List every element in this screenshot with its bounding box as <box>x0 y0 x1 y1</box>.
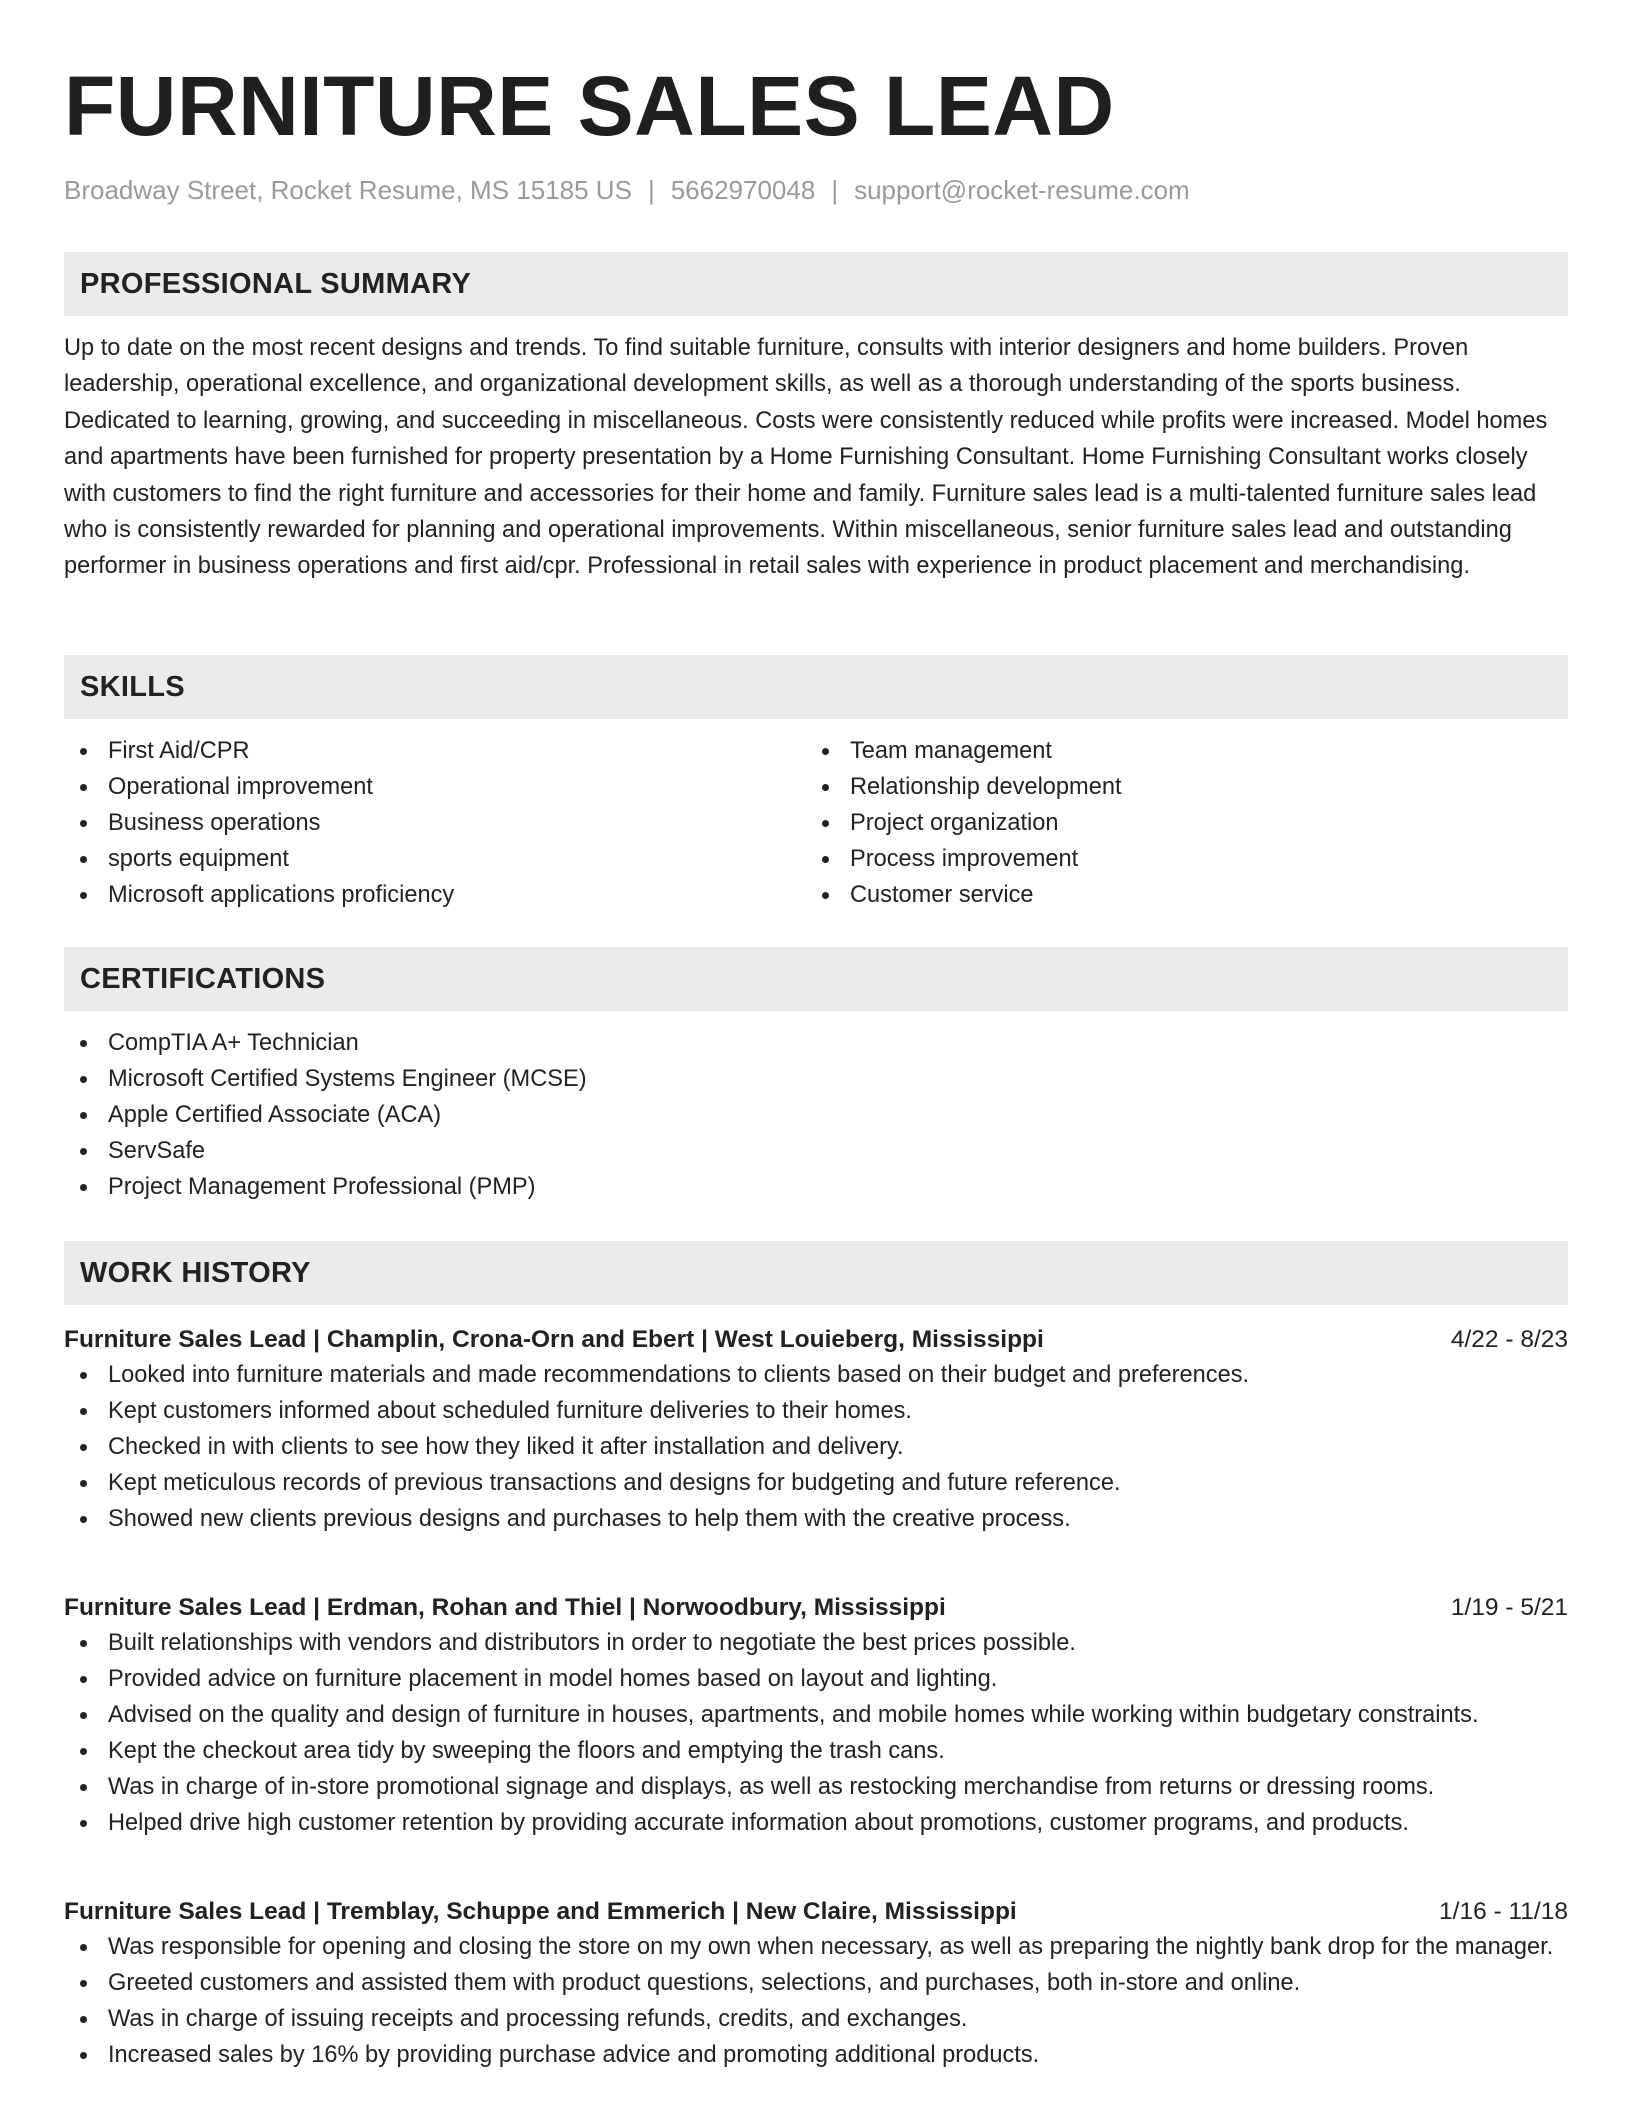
job-bullet: Checked in with clients to see how they liked it after installation and delivery. <box>64 1429 1568 1465</box>
job-dates: 4/22 - 8/23 <box>1450 1326 1568 1353</box>
skills-section <box>64 655 1568 913</box>
skill-item: sports equipment <box>64 841 806 877</box>
job-title-line: Furniture Sales Lead | Tremblay, Schuppe and Emmerich | New Claire, Mississippi <box>64 1898 1017 1925</box>
certification-item: Microsoft Certified Systems Engineer (MCSE) <box>64 1061 1568 1097</box>
summary-heading: PROFESSIONAL SUMMARY <box>64 252 1568 316</box>
job-bullet: Increased sales by 16% by providing purchase advice and promoting additional products. <box>64 2037 1568 2073</box>
job-bullet: Helped drive high customer retention by providing accurate information about promotions, customer programs, and products. <box>64 1805 1568 1841</box>
job-entry <box>64 1895 1568 2073</box>
certifications-heading: CERTIFICATIONS <box>64 947 1568 1011</box>
job-bullets <box>64 1625 1568 1841</box>
skills-list-left <box>64 733 806 913</box>
skill-item: Relationship development <box>806 769 1548 805</box>
skill-item: Project organization <box>806 805 1548 841</box>
job-dates: 1/19 - 5/21 <box>1450 1594 1568 1621</box>
work-history-heading: WORK HISTORY <box>64 1241 1568 1305</box>
job-bullets <box>64 1929 1568 2073</box>
job-bullet: Was responsible for opening and closing the store on my own when necessary, as well as preparing the nightly bank drop for the manager. <box>64 1929 1568 1965</box>
job-header <box>64 1895 1568 1929</box>
job-bullet: Greeted customers and assisted them with product questions, selections, and purchases, both in-store and online. <box>64 1965 1568 2001</box>
job-bullet: Kept meticulous records of previous transactions and designs for budgeting and future reference. <box>64 1465 1568 1501</box>
resume-name: FURNITURE SALES LEAD <box>64 59 1115 153</box>
skill-item: Operational improvement <box>64 769 806 805</box>
certification-item: CompTIA A+ Technician <box>64 1025 1568 1061</box>
job-bullets <box>64 1357 1568 1537</box>
skill-item: Customer service <box>806 877 1548 913</box>
job-entry <box>64 1591 1568 1841</box>
job-header <box>64 1591 1568 1625</box>
certifications-list <box>64 1025 1568 1205</box>
contact-line <box>64 174 1568 206</box>
job-bullet: Looked into furniture materials and made recommendations to clients based on their budget and preferences. <box>64 1357 1568 1393</box>
skill-item: Business operations <box>64 805 806 841</box>
skills-list-right <box>806 733 1548 913</box>
skills-heading: SKILLS <box>64 655 1568 719</box>
job-bullet: Kept the checkout area tidy by sweeping the floors and emptying the trash cans. <box>64 1733 1568 1769</box>
skill-item: Microsoft applications proficiency <box>64 877 806 913</box>
job-title-line: Furniture Sales Lead | Champlin, Crona-Orn and Ebert | West Louieberg, Mississippi <box>64 1326 1044 1353</box>
contact-phone: 5662970048 <box>670 175 816 205</box>
certification-item: ServSafe <box>64 1133 1568 1169</box>
summary-section <box>64 252 1568 585</box>
job-dates: 1/16 - 11/18 <box>1439 1898 1568 1925</box>
summary-text: Up to date on the most recent designs and trends. To find suitable furniture, consults with interior designers and home builders. Proven leadership, operational excellence, and organizational development skills, as well as a thorough understanding of the sports business. Dedicated to learning, growing, and succeeding in miscellaneous. Costs were consistently reduced while profits were increased. Model homes and apartments have been furnished for property presentation by a Home Furnishing Consultant. Home Furnishing Consultant works closely with customers to find the right furniture and accessories for their home and family. Furniture sales lead is a multi-talented furniture sales lead who is consistently rewarded for planning and operational improvements. Within miscellaneous, senior furniture sales lead and outstanding performer in business operations and first aid/cpr. Professional in retail sales with experience in product placement and merchandising. <box>64 335 1548 580</box>
certification-item: Apple Certified Associate (ACA) <box>64 1097 1568 1133</box>
job-bullet: Kept customers informed about scheduled furniture deliveries to their homes. <box>64 1393 1568 1429</box>
job-bullet: Was in charge of issuing receipts and processing refunds, credits, and exchanges. <box>64 2001 1568 2037</box>
skills-grid <box>64 733 1568 913</box>
skill-item: First Aid/CPR <box>64 733 806 769</box>
certifications-section <box>64 947 1568 1205</box>
job-bullet: Built relationships with vendors and distributors in order to negotiate the best prices possible. <box>64 1625 1568 1661</box>
job-bullet: Advised on the quality and design of furniture in houses, apartments, and mobile homes while working within budgetary constraints. <box>64 1697 1568 1733</box>
contact-separator: | <box>831 175 839 205</box>
contact-email: support@rocket-resume.com <box>854 175 1190 205</box>
job-bullet: Showed new clients previous designs and purchases to help them with the creative process. <box>64 1501 1568 1537</box>
contact-address: Broadway Street, Rocket Resume, MS 15185 US <box>64 175 632 205</box>
job-bullet: Was in charge of in-store promotional signage and displays, as well as restocking merchandise from returns or dressing rooms. <box>64 1769 1568 1805</box>
skill-item: Process improvement <box>806 841 1548 877</box>
job-header <box>64 1323 1568 1357</box>
job-bullet: Provided advice on furniture placement in model homes based on layout and lighting. <box>64 1661 1568 1697</box>
job-entry <box>64 1323 1568 1537</box>
work-history-section <box>64 1241 1568 1305</box>
contact-separator: | <box>647 175 655 205</box>
job-title-line: Furniture Sales Lead | Erdman, Rohan and Thiel | Norwoodbury, Mississippi <box>64 1594 946 1621</box>
skill-item: Team management <box>806 733 1548 769</box>
resume-page <box>64 0 1568 2068</box>
certification-item: Project Management Professional (PMP) <box>64 1169 1568 1205</box>
